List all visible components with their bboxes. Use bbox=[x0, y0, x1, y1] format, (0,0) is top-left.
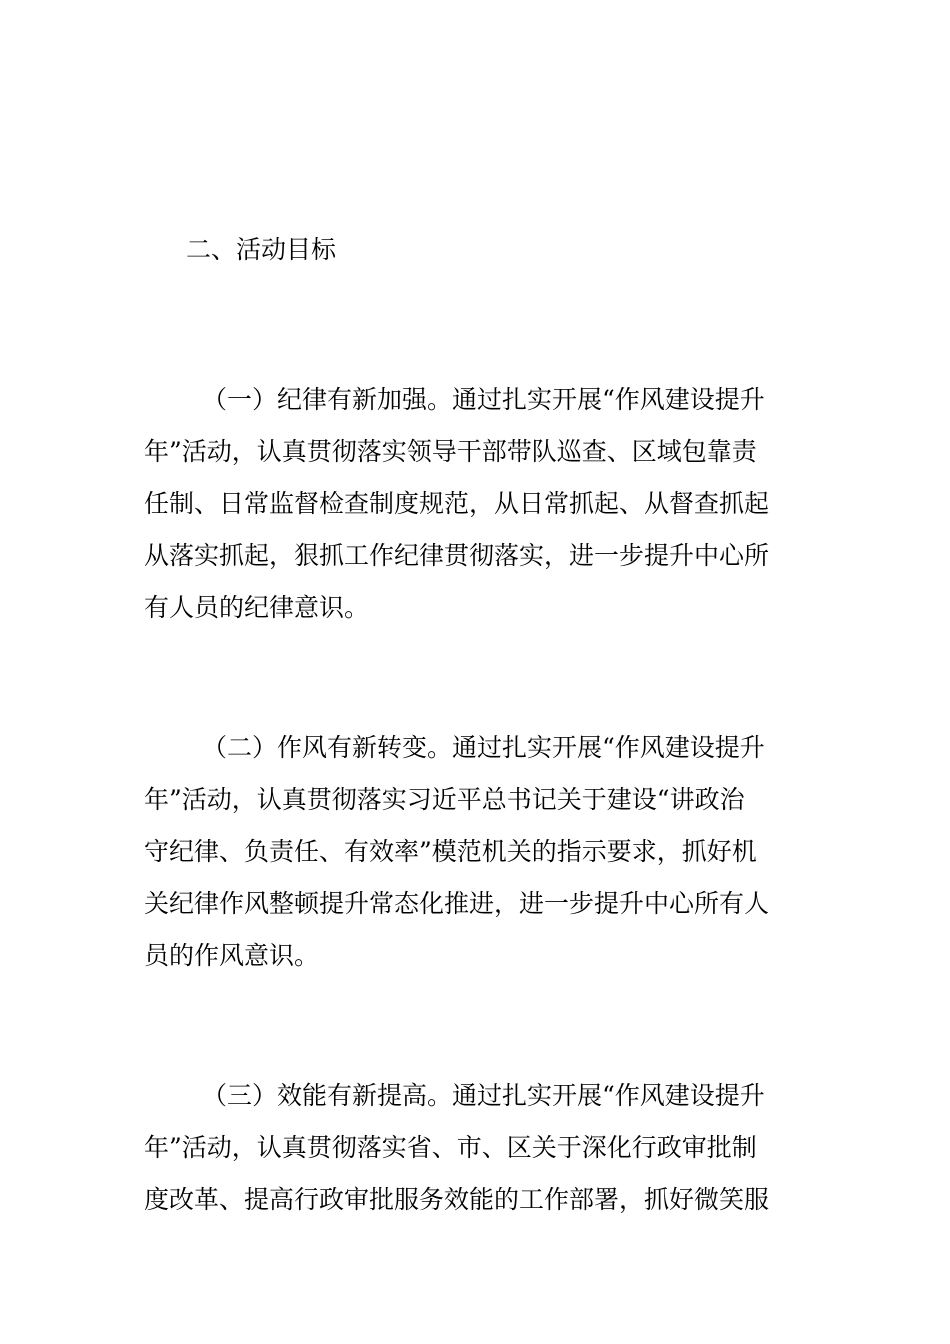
paragraph-line: 年”活动，认真贯彻落实领导干部带队巡查、区域包靠责 bbox=[144, 437, 757, 466]
paragraph-line: 任制、日常监督检查制度规范，从日常抓起、从督查抓起 bbox=[144, 489, 770, 518]
paragraph-line: 员的作风意识。 bbox=[144, 941, 320, 970]
section-heading: 二、活动目标 bbox=[186, 235, 337, 264]
paragraph-line: 从落实抓起，狠抓工作纪律贯彻落实，进一步提升中心所 bbox=[144, 541, 770, 570]
paragraph-line: （一）纪律有新加强。通过扎实开展“作风建设提升 bbox=[202, 385, 765, 414]
paragraph-line: 关纪律作风整顿提升常态化推进，进一步提升中心所有人 bbox=[144, 889, 770, 918]
paragraph-efficiency bbox=[144, 1070, 816, 1226]
paragraph-line: （三）效能有新提高。通过扎实开展“作风建设提升 bbox=[202, 1081, 765, 1110]
paragraph-line: 年”活动，认真贯彻落实习近平总书记关于建设“讲政治 bbox=[144, 785, 745, 814]
paragraph-work-style bbox=[144, 722, 816, 982]
paragraph-discipline bbox=[144, 374, 816, 634]
paragraph-line: （二）作风有新转变。通过扎实开展“作风建设提升 bbox=[202, 733, 765, 762]
paragraph-line: 年”活动，认真贯彻落实省、市、区关于深化行政审批制 bbox=[144, 1133, 757, 1162]
paragraph-line: 守纪律、负责任、有效率”模范机关的指示要求，抓好机 bbox=[144, 837, 757, 866]
paragraph-line: 有人员的纪律意识。 bbox=[144, 593, 370, 622]
paragraph-line: 度改革、提高行政审批服务效能的工作部署，抓好微笑服 bbox=[144, 1185, 770, 1214]
